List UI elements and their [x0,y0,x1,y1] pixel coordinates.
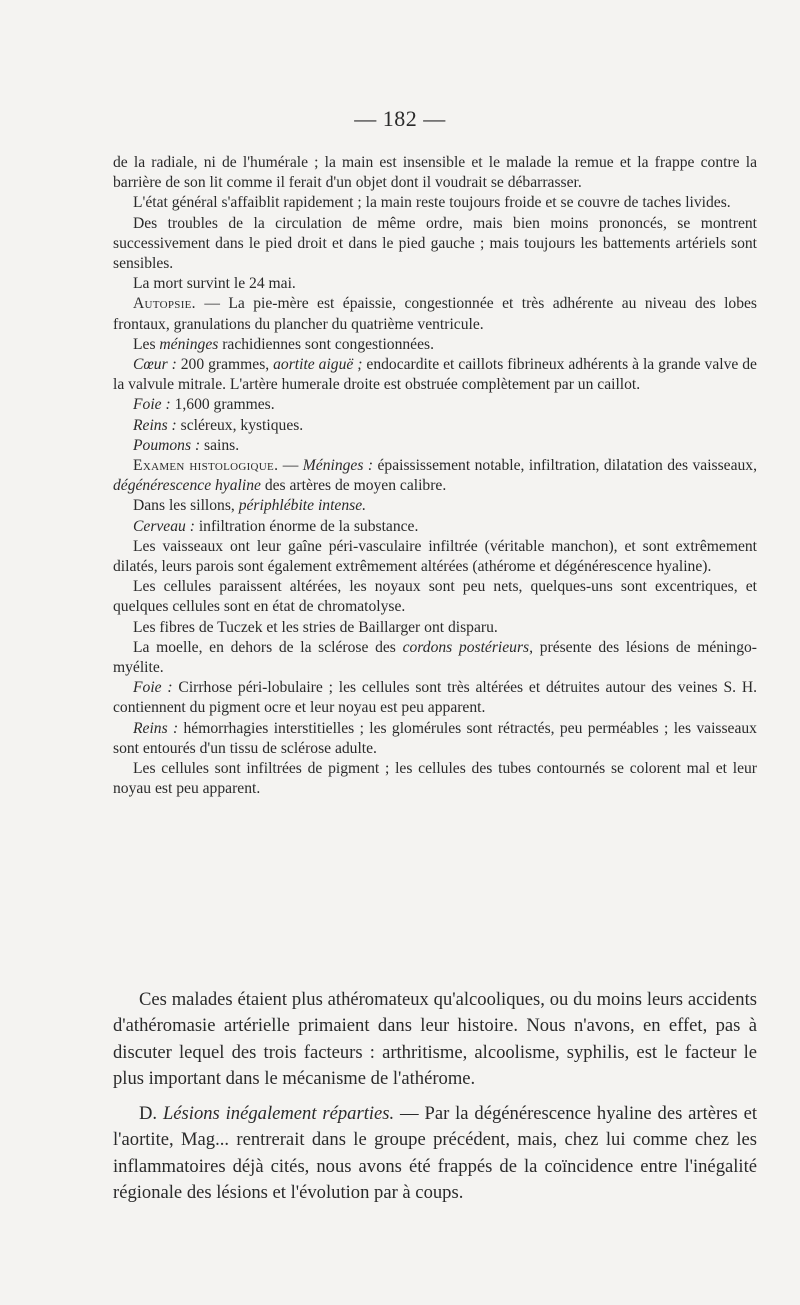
paragraph: Poumons : sains. [133,436,240,454]
paragraph: L'état général s'affaiblit rapidement ; la main reste toujours froide et se couvre de taches livides. [133,194,731,212]
paragraph: Des troubles de la circulation de même ordre, mais bien moins prononcés, se montrent successivement dans le pied droit et dans le pied gauche ; mais toujours les battements artériels sont sensibles. [113,214,757,273]
paragraph: Reins : scléreux, kystiques. [133,416,304,434]
paragraph: La mort survint le 24 mai. [133,275,296,293]
paragraph: Dans les sillons, périphlébite intense. [133,497,367,515]
discussion-paragraph: Ces malades étaient plus athéromateux qu'alcooliques, ou du moins leurs accidents d'athéromasie artérielle primaient dans leur histoire. Nous n'avons, en effet, pas à discuter lequel des trois facteurs : arthritisme, alcoolisme, syphilis, est le facteur le plus important dans le mécanisme de l'athérome. [113,989,757,1089]
autopsy-paragraph: Autopsie. — La pie-mère est épaissie, congestionnée et très adhérente au niveau des lobes frontaux, granulations du plancher du quatrième ventricule. [113,295,757,333]
section-d-paragraph: D. Lésions inégalement réparties. — Par la dégénérescence hyaline des artères et l'aortite, Mag... rentrerait dans le groupe précédent, mais, chez lui comme chez les inflammatoires déjà cités, nous avons été frappés de la coïncidence entre l'inégalité régionale des lésions et l'évolution par à coups. [113,1103,757,1204]
paragraph: de la radiale, ni de l'humérale ; la main est insensible et le malade la remue et la frappe contre la barrière de son lit comme il ferait d'un objet dont il voudrait se débarrasser. [113,154,757,192]
page-number: — 182 — [354,106,446,131]
paragraph: Cœur : 200 grammes, aortite aiguë ; endocardite et caillots fibrineux adhérents à la grande valve de la valvule mitrale. L'artère humerale droite est obstruée complètement par un caillot. [113,356,757,394]
paragraph: Les cellules paraissent altérées, les noyaux sont peu nets, quelques-uns sont excentriques, et quelques cellules sont en état de chromatolyse. [113,578,757,616]
paragraph: Les méninges rachidiennes sont congestionnées. [133,335,434,353]
paragraph: Les fibres de Tuczek et les stries de Baillarger ont disparu. [133,618,498,636]
paragraph: Foie : 1,600 grammes. [133,396,275,414]
paragraph: Les vaisseaux ont leur gaîne péri-vasculaire infiltrée (véritable manchon), et sont extrêmement dilatés, leurs parois sont également extrêmement altérées (athérome et dégénérescence hyaline). [113,537,757,576]
paragraph: Cerveau : infiltration énorme de la substance. [133,517,419,535]
paragraph: Foie : Cirrhose péri-lobulaire ; les cellules sont très altérées et détruites autour des veines S. H. contiennent du pigment ocre et leur noyau est peu apparent. [113,679,757,717]
paragraph: Les cellules sont infiltrées de pigment ; les cellules des tubes contournés se colorent mal et leur noyau est peu apparent. [113,760,757,798]
case-report-text [113,153,757,800]
histology-paragraph: Examen histologique. — Méninges : épaississement notable, infiltration, dilatation des vaisseaux, dégénérescence hyaline des artères de moyen calibre. [113,457,757,495]
paragraph: La moelle, en dehors de la sclérose des cordons postérieurs, présente des lésions de méningo-myélite. [113,638,758,677]
discussion-text [113,987,757,1206]
paragraph: Reins : hémorrhagies interstitielles ; les glomérules sont rétractés, peu perméables ; les vaisseaux sont entourés d'un tissu de sclérose adulte. [113,719,757,757]
